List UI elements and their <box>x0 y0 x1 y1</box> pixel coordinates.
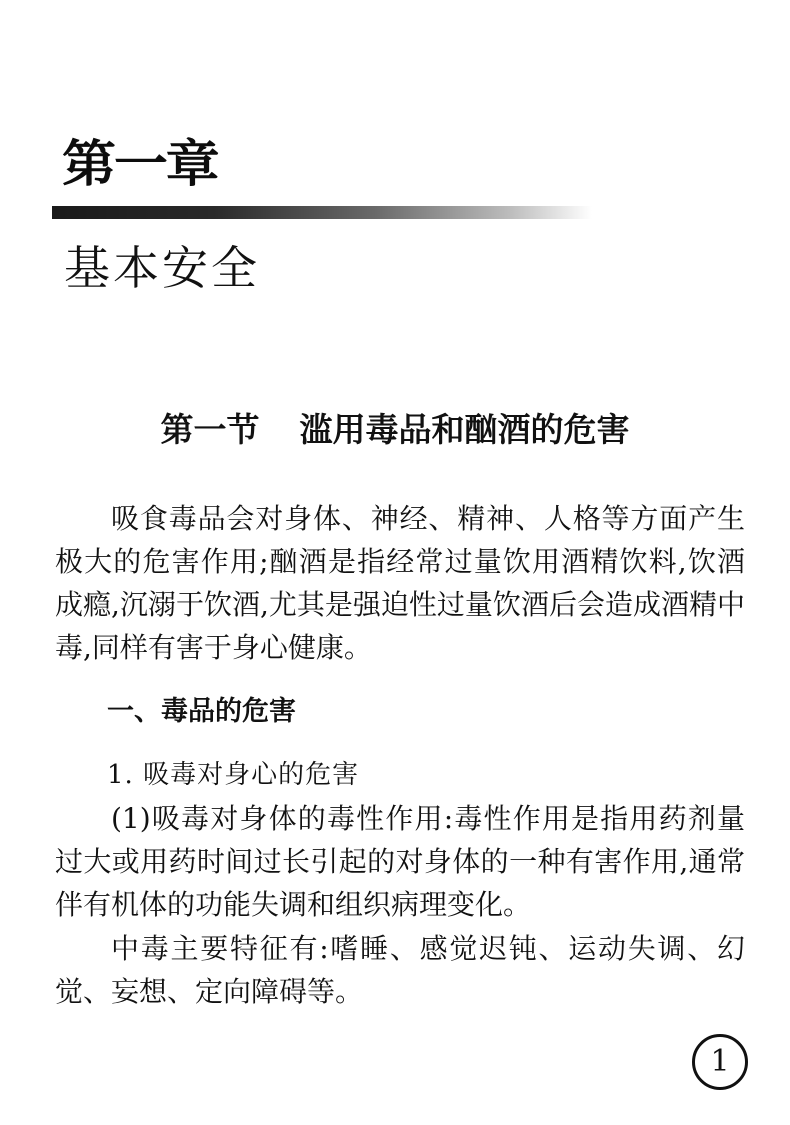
section-number: 第一节 <box>160 410 260 449</box>
section-name: 滥用毒品和酗酒的危害 <box>299 410 630 449</box>
chapter-title: 基本安全 <box>64 241 260 295</box>
toxic-effect-paragraph: (1)吸毒对身体的毒性作用:毒性作用是指用药剂量过大或用药时间过长引起的对身体的一种有害作用,通常伴有机体的功能失调和组织病理变化。 <box>55 802 745 921</box>
symptoms-paragraph: 中毒主要特征有:嗜睡、感觉迟钝、运动失调、幻觉、妄想、定向障碍等。 <box>55 932 745 1008</box>
section-title <box>0 405 790 455</box>
chapter-divider-bar <box>52 206 592 219</box>
subsection-heading: 一、毒品的危害 <box>107 696 296 727</box>
intro-paragraph: 吸食毒品会对身体、神经、精神、人格等方面产生极大的危害作用;酗酒是指经常过量饮用酒精饮料,饮酒成瘾,沉溺于饮酒,尤其是强迫性过量饮酒后会造成酒精中毒,同样有害于身心健康。 <box>55 502 745 664</box>
item-heading: 1. 吸毒对身心的危害 <box>107 760 360 790</box>
chapter-label: 第一章 <box>62 135 218 193</box>
page-number-badge: 1 <box>692 1034 748 1090</box>
